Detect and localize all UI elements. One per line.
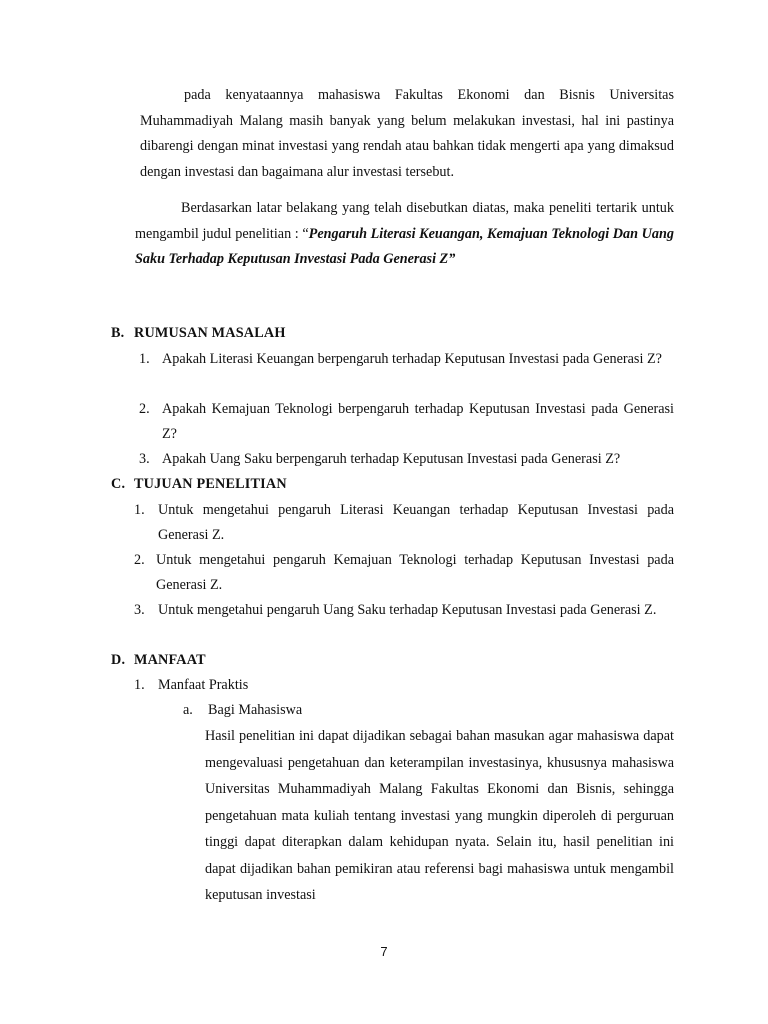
- list-item: [139, 447, 699, 472]
- list-item: [139, 347, 674, 372]
- list-item: [134, 548, 674, 598]
- section-b-letter: B.: [111, 325, 125, 341]
- section-d-heading: [111, 648, 206, 673]
- research-title-lead: Berdasarkan latar belakang yang telah disebutkan diatas, maka peneliti tertarik untuk mengambil judul penelitian : “: [135, 200, 674, 242]
- list-number: 2.: [134, 552, 145, 568]
- section-c-heading: [111, 472, 287, 497]
- section-b-heading: [111, 321, 286, 346]
- manfaat-praktis-heading: [134, 673, 248, 698]
- list-number: 3.: [134, 602, 145, 618]
- list-text: Apakah Literasi Keuangan berpengaruh terhadap Keputusan Investasi pada Generasi Z?: [162, 351, 662, 367]
- section-c-letter: C.: [111, 476, 126, 492]
- list-text: Untuk mengetahui pengaruh Uang Saku terhadap Keputusan Investasi pada Generasi Z.: [158, 602, 657, 618]
- section-c-title: TUJUAN PENELITIAN: [134, 476, 287, 492]
- section-d-letter: D.: [111, 652, 126, 668]
- list-number: 1.: [139, 351, 150, 367]
- research-title: Pengaruh Literasi Keuangan, Kemajuan Teknologi Dan Uang Saku Terhadap Keputusan Investasi Pada Generasi Z”: [135, 225, 674, 268]
- list-item: [134, 598, 674, 623]
- list-number: 2.: [139, 401, 150, 417]
- sub-title: Manfaat Praktis: [158, 677, 249, 693]
- list-number: 1.: [134, 502, 145, 518]
- research-title-paragraph: [135, 196, 674, 273]
- list-number: 3.: [139, 451, 150, 467]
- sub-a-title: Bagi Mahasiswa: [208, 702, 303, 718]
- list-text: Untuk mengetahui pengaruh Kemajuan Teknologi terhadap Keputusan Investasi pada Generasi Z.: [156, 552, 674, 593]
- sub-letter: a.: [183, 702, 193, 718]
- list-item: [139, 397, 674, 447]
- bagi-mahasiswa-paragraph: Hasil penelitian ini dapat dijadikan sebagai bahan masukan agar mahasiswa dapat mengevaluasi pengetahuan dan keterampilan investasinya, khususnya mahasiswa Universitas Muhammadiyah Malang Fakultas Ekonomi dan Bisnis, sehingga pengetahuan mata kuliah tentang investasi yang mungkin diperoleh di perguruan tinggi dapat diterapkan dalam kehidupan nyata. Selain itu, hasil penelitian ini dapat dijadikan bahan pemikiran atau referensi bagi mahasiswa untuk mengambil keputusan investasi: [205, 728, 674, 903]
- section-b-title: RUMUSAN MASALAH: [134, 325, 286, 341]
- intro-paragraph: pada kenyataannya mahasiswa Fakultas Ekonomi dan Bisnis Universitas Muhammadiyah Malang masih banyak yang belum melakukan investasi, hal ini pastinya dibarengi dengan minat investasi yang rendah atau bahkan tidak mengerti apa yang dimaksud dengan investasi dan bagaimana alur investasi tersebut.: [140, 87, 674, 180]
- sub-number: 1.: [134, 677, 145, 693]
- list-text: Apakah Kemajuan Teknologi berpengaruh terhadap Keputusan Investasi pada Generasi Z?: [162, 401, 674, 442]
- list-text: Apakah Uang Saku berpengaruh terhadap Keputusan Investasi pada Generasi Z?: [162, 451, 621, 467]
- section-d-title: MANFAAT: [134, 652, 206, 668]
- page-number: 7: [380, 944, 388, 959]
- list-item: [134, 498, 674, 548]
- bagi-mahasiswa-heading: [183, 698, 302, 723]
- list-text: Untuk mengetahui pengaruh Literasi Keuangan terhadap Keputusan Investasi pada Generasi Z.: [158, 502, 674, 543]
